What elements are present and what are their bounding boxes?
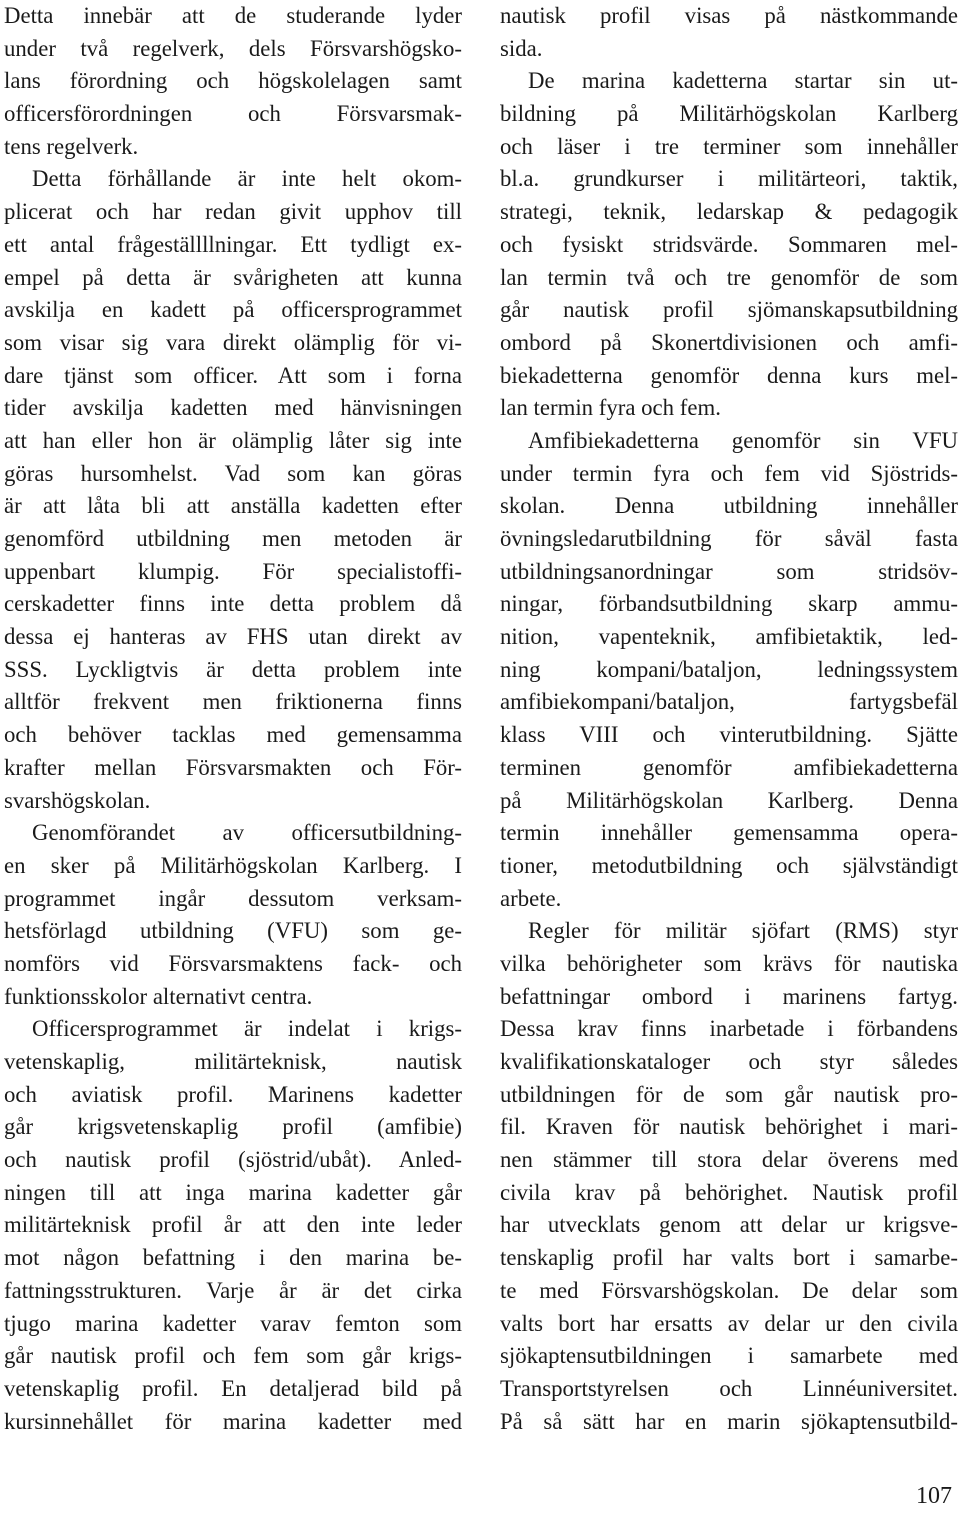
text-line: tens regelverk. <box>4 133 139 159</box>
text-line: hetsförlagd utbildning (VFU) som ge- <box>4 918 462 944</box>
text-line: skolan. Denna utbildning innehåller <box>500 493 958 519</box>
text-line: på Militärhögskolan Karlberg. Denna <box>500 787 958 813</box>
text-line: går krigsvetenskaplig profil (amfibie) <box>4 1114 462 1140</box>
text-line: dare tjänst som officer. Att som i forna <box>4 362 462 388</box>
text-line: Dessa krav finns inarbetade i förbandens <box>500 1016 958 1042</box>
text-line: lan termin två och tre genomför de som <box>500 264 958 290</box>
text-line: ett antal frågeställllningar. Ett tydligt ex- <box>4 231 462 257</box>
text-line: lan termin fyra och fem. <box>500 395 721 421</box>
text-line: göras hursomhelst. Vad som kan göras <box>4 460 462 486</box>
text-line: funktionsskolor alternativt centra. <box>4 983 313 1009</box>
text-line: och aviatisk profil. Marinens kadetter <box>4 1081 462 1107</box>
text-line: Regler för militär sjöfart (RMS) styr <box>528 918 958 944</box>
text-line: och behöver tacklas med gemensamma <box>4 722 462 748</box>
text-line: strategi, teknik, ledarskap & pedagogik <box>500 199 958 225</box>
text-line: officersförordningen och Försvarsmak- <box>4 101 462 127</box>
text-line: sida. <box>500 35 543 61</box>
text-line: avskilja en kadett på officersprogrammet <box>4 297 462 323</box>
text-line: nomförs vid Försvarsmaktens fack- och <box>4 950 462 976</box>
text-line: befattningar ombord i marinens fartyg. <box>500 983 958 1009</box>
text-line: genomförd utbildning men metoden är <box>4 526 462 551</box>
text-line: vilka behörigheter som krävs för nautiska <box>500 950 958 976</box>
text-line: går nautisk profil och fem som går krigs- <box>4 1343 462 1369</box>
text-line: biekadetterna genomför denna kurs mel- <box>500 362 958 388</box>
text-line: tioner, metodutbildning och självständigt <box>500 852 958 878</box>
text-line: mot någon befattning i den marina be- <box>4 1245 462 1271</box>
text-line: ning kompani/bataljon, ledningssystem <box>500 656 958 682</box>
text-line: De marina kadetterna startar sin ut- <box>528 68 958 94</box>
text-line: en sker på Militärhögskolan Karlberg. I <box>4 852 462 878</box>
text-line: dessa ej hanteras av FHS utan direkt av <box>4 624 462 650</box>
text-line: SSS. Lyckligtvis är detta problem inte <box>4 656 462 682</box>
text-line: krafter mellan Försvarsmakten och För- <box>4 754 462 780</box>
text-line: som visar sig vara direkt olämplig för vi- <box>4 329 462 355</box>
text-line: går nautisk profil sjömanskapsutbildning <box>500 297 958 323</box>
text-line: ombord på Skonertdivisionen och amfi- <box>500 329 958 355</box>
text-line: tjugo marina kadetter varav femton som <box>4 1310 462 1336</box>
text-line: arbete. <box>500 885 562 911</box>
text-line: ningen till att inga marina kadetter går <box>4 1179 462 1205</box>
text-line: terminen genomför amfibiekadetterna <box>500 754 958 780</box>
left-text-column <box>4 0 462 1438</box>
text-line: Detta förhållande är inte helt okom- <box>32 166 462 192</box>
text-line: kursinnehållet för marina kadetter med <box>4 1408 462 1434</box>
text-line: alltför frekvent men friktionerna finns <box>4 689 462 715</box>
text-line: under två regelverk, dels Försvarshögsko- <box>4 35 462 61</box>
text-line: nautisk profil visas på nästkommande <box>500 3 958 28</box>
text-line: vetenskaplig profil. En detaljerad bild på <box>4 1375 462 1401</box>
text-line: tider avskilja kadetten med hänvisningen <box>4 395 462 421</box>
text-line: tenskaplig profil har valts bort i samarbe- <box>500 1245 958 1271</box>
text-line: termin innehåller gemensamma opera- <box>500 820 958 846</box>
text-line: amfibiekompani/bataljon, fartygsbefäl <box>500 689 958 715</box>
text-line: ningar, förbandsutbildning skarp ammu- <box>500 591 958 617</box>
text-line: Detta innebär att de studerande lyder <box>4 3 462 28</box>
text-line: civila krav på behörighet. Nautisk profil <box>500 1179 958 1205</box>
text-line: empel på detta är svårigheten att kunna <box>4 264 462 290</box>
text-line: klass VIII och vinterutbildning. Sjätte <box>500 722 958 748</box>
text-line: militärteknisk profil år att den inte leder <box>4 1212 462 1238</box>
text-line: under termin fyra och fem vid Sjöstrids- <box>500 460 958 486</box>
text-line: har utvecklats genom att delar ur krigsve- <box>500 1212 958 1238</box>
text-line: fattningsstrukturen. Varje år är det cirka <box>4 1277 462 1303</box>
text-line: plicerat och har redan givit upphov till <box>4 199 462 225</box>
text-line: vetenskaplig, militärteknisk, nautisk <box>4 1049 462 1074</box>
text-line: att han eller hon är olämplig låter sig inte <box>4 427 462 453</box>
text-line: sjökaptensutbildningen i samarbete med <box>500 1343 958 1369</box>
right-text-column <box>500 0 958 1438</box>
text-line: cerskadetter finns inte detta problem då <box>4 591 462 617</box>
text-line: te med Försvarshögskolan. De delar som <box>500 1277 958 1303</box>
text-line: och fysiskt stridsvärde. Sommaren mel- <box>500 231 958 257</box>
text-line: utbildningen för de som går nautisk pro- <box>500 1081 958 1107</box>
text-line: svarshögskolan. <box>4 787 151 813</box>
text-line: Amfibiekadetterna genomför sin VFU <box>528 427 958 453</box>
text-line: fil. Kraven för nautisk behörighet i mari- <box>500 1114 958 1140</box>
text-line: Genomförandet av officersutbildning- <box>32 820 462 846</box>
text-line: valts bort har ersatts av delar ur den civila <box>500 1310 958 1336</box>
text-line: Transportstyrelsen och Linnéuniversitet. <box>500 1375 958 1401</box>
text-line: nition, vapenteknik, amfibietaktik, led- <box>500 624 958 650</box>
text-line: bl.a. grundkurser i militärteori, taktik, <box>500 166 958 192</box>
text-line: och nautisk profil (sjöstrid/ubåt). Anled- <box>4 1147 462 1173</box>
text-line: utbildningsanordningar som stridsöv- <box>500 558 958 584</box>
text-line: lans förordning och högskolelagen samt <box>4 68 462 94</box>
text-line: uppenbart klumpig. För specialistoffi- <box>4 558 462 584</box>
text-line: bildning på Militärhögskolan Karlberg <box>500 101 958 127</box>
text-line: kvalifikationskataloger och styr således <box>500 1049 958 1074</box>
text-line: nen stämmer till stora delar överens med <box>500 1147 958 1173</box>
page-number: 107 <box>916 1483 952 1509</box>
text-line: övningsledarutbildning för såväl fasta <box>500 526 958 551</box>
text-line: är att låta bli att anställa kadetten efter <box>4 493 462 519</box>
text-line: Officersprogrammet är indelat i krigs- <box>32 1016 462 1042</box>
text-line: På så sätt har en marin sjökaptensutbild- <box>500 1408 958 1434</box>
text-line: och läser i tre terminer som innehåller <box>500 133 958 159</box>
text-line: programmet ingår dessutom verksam- <box>4 885 462 911</box>
